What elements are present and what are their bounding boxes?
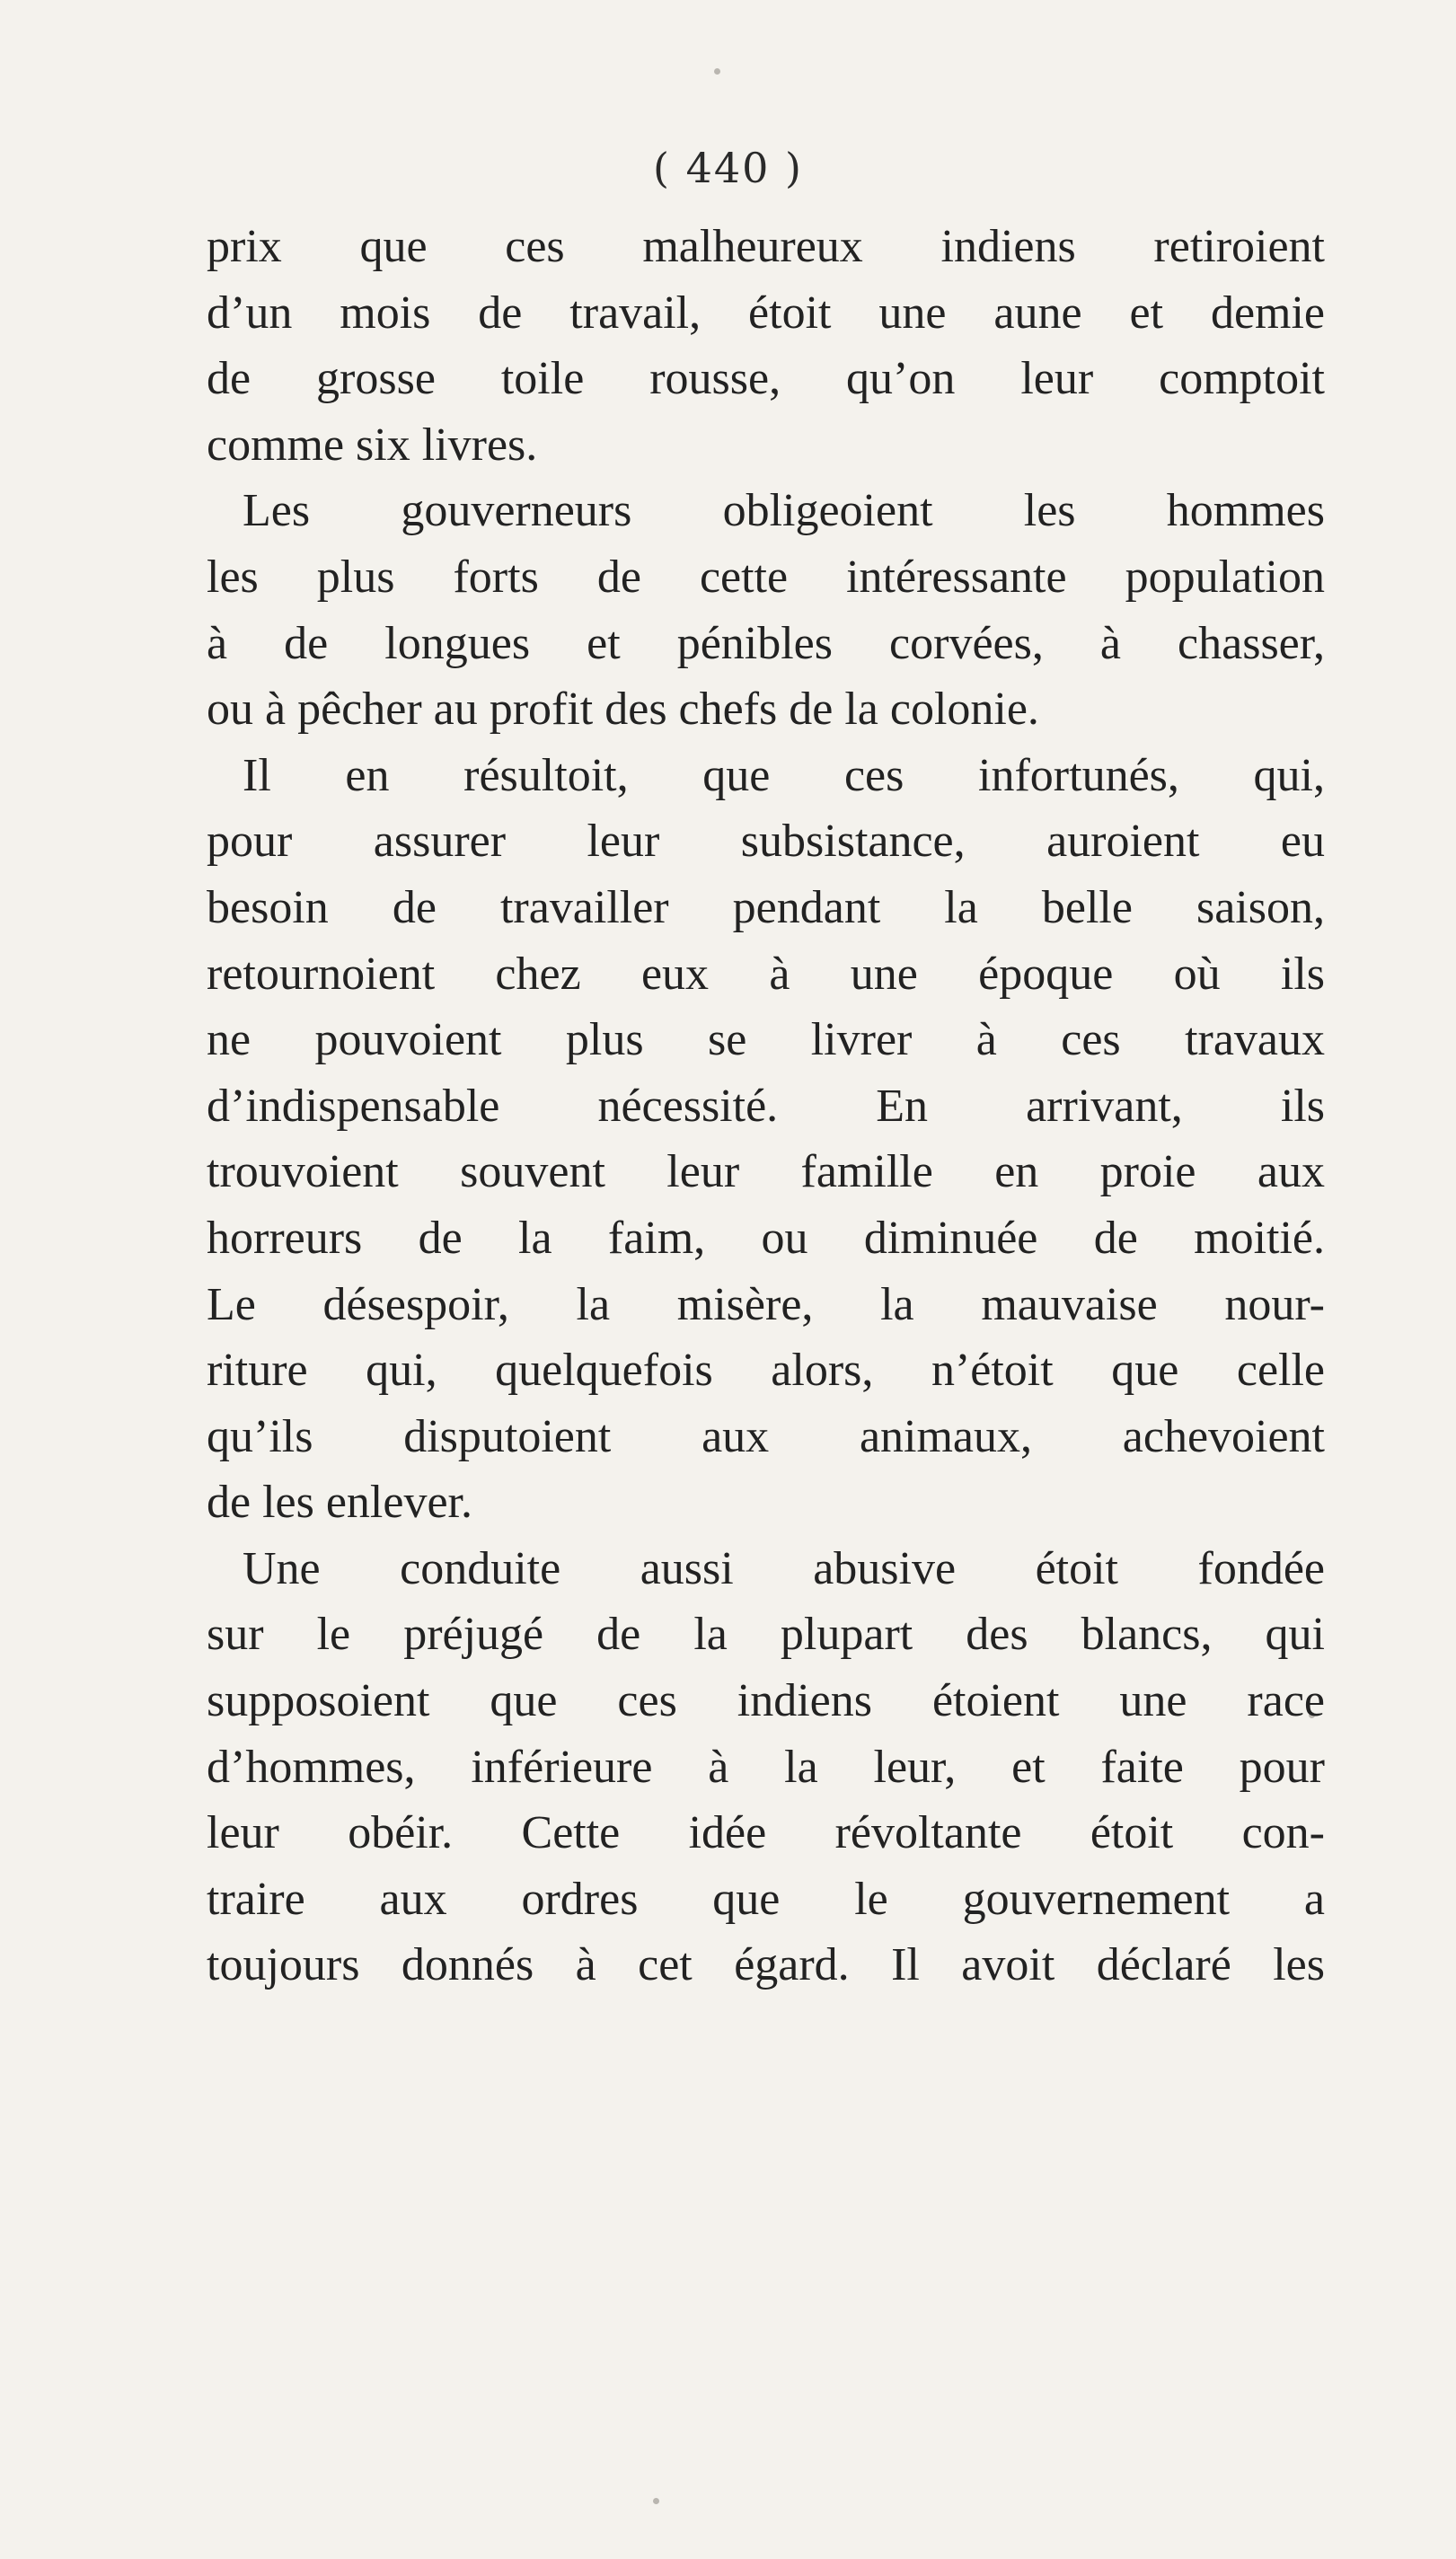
text-line: les plus forts de cette intéressante population (207, 551, 1325, 603)
text-line: traire aux ordres que le gouvernement a (207, 1873, 1325, 1925)
ink-speck (653, 2498, 659, 2504)
ink-speck (714, 68, 720, 75)
text-line: d’hommes, inférieure à la leur, et faite pour (207, 1741, 1325, 1793)
text-line: Une conduite aussi abusive étoit fondée (243, 1542, 1325, 1594)
text-line: Il en résultoit, que ces infortunés, qui, (243, 749, 1325, 801)
body-text (207, 214, 1325, 1999)
page-number: ( 440 ) (653, 144, 803, 192)
text-line: prix que ces malheureux indiens retiroient (207, 221, 1325, 272)
text-line: ou à pêcher au profit des chefs de la colonie. (207, 684, 1039, 736)
text-line: pour assurer leur subsistance, auroient eu (207, 816, 1325, 868)
text-line: sur le préjugé de la plupart des blancs, qui (207, 1609, 1325, 1661)
text-line: retournoient chez eux à une époque où ils (207, 948, 1325, 1000)
text-line: de grosse toile rousse, qu’on leur comptoit (207, 353, 1325, 405)
text-line: Les gouverneurs obligeoient les hommes (243, 485, 1325, 537)
text-line: Le désespoir, la misère, la mauvaise nour- (207, 1278, 1325, 1330)
text-line: besoin de travailler pendant la belle saison, (207, 881, 1325, 933)
text-line: horreurs de la faim, ou diminuée de moitié. (207, 1212, 1325, 1264)
text-line: qu’ils disputoient aux animaux, achevoient (207, 1410, 1325, 1462)
text-line: trouvoient souvent leur famille en proie aux (207, 1146, 1325, 1198)
text-line: supposoient que ces indiens étoient une race (207, 1675, 1325, 1727)
text-line: riture qui, quelquefois alors, n’étoit que celle (207, 1345, 1325, 1397)
text-line: d’indispensable nécessité. En arrivant, ils (207, 1080, 1325, 1132)
text-line: leur obéir. Cette idée révoltante étoit con- (207, 1807, 1325, 1859)
text-line: comme six livres. (207, 419, 538, 471)
text-line: ne pouvoient plus se livrer à ces travaux (207, 1014, 1325, 1066)
text-line: de les enlever. (207, 1477, 472, 1529)
text-line: d’un mois de travail, étoit une aune et demie (207, 287, 1325, 339)
text-line: à de longues et pénibles corvées, à chasser, (207, 617, 1325, 669)
text-line: toujours donnés à cet égard. Il avoit déclaré les (207, 1939, 1325, 1991)
